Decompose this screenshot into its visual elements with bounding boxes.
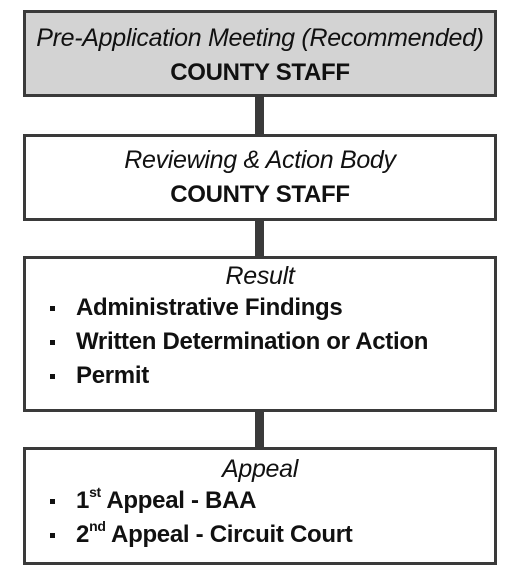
reviewing-body-title: Reviewing & Action Body [124, 146, 396, 174]
appeal-ordinal: 1 [76, 487, 90, 514]
bullet-icon [50, 306, 55, 311]
result-item [50, 359, 494, 393]
bullet-icon [50, 499, 55, 504]
appeal-item-text: Appeal - Circuit Court [105, 521, 353, 548]
appeal-item [50, 518, 494, 552]
appeal-ordinal-suffix: st [89, 484, 101, 500]
result-item-text: Permit [76, 362, 149, 389]
connector-3 [255, 412, 264, 447]
connector-2 [255, 221, 264, 256]
bullet-icon [50, 340, 55, 345]
appeal-title: Appeal [221, 455, 299, 483]
appeal-box [23, 447, 497, 565]
result-title: Result [225, 262, 295, 290]
result-item [50, 291, 494, 325]
result-box [23, 256, 497, 412]
result-list [26, 291, 494, 393]
result-item-text: Written Determination or Action [76, 328, 429, 355]
reviewing-body-subtitle: COUNTY STAFF [170, 181, 350, 208]
appeal-ordinal: 2 [76, 521, 90, 548]
appeal-ordinal-suffix: nd [89, 518, 106, 534]
pre-application-subtitle: COUNTY STAFF [170, 59, 350, 86]
bullet-icon [50, 533, 55, 538]
pre-application-title: Pre-Application Meeting (Recommended) [36, 24, 484, 52]
appeal-list [26, 484, 494, 552]
result-item-text: Administrative Findings [76, 294, 343, 321]
bullet-icon [50, 374, 55, 379]
appeal-item-text: Appeal - BAA [100, 487, 257, 514]
appeal-item [50, 484, 494, 518]
reviewing-body-box [23, 134, 497, 221]
result-item [50, 325, 494, 359]
connector-1 [255, 97, 264, 134]
pre-application-box [23, 10, 497, 97]
